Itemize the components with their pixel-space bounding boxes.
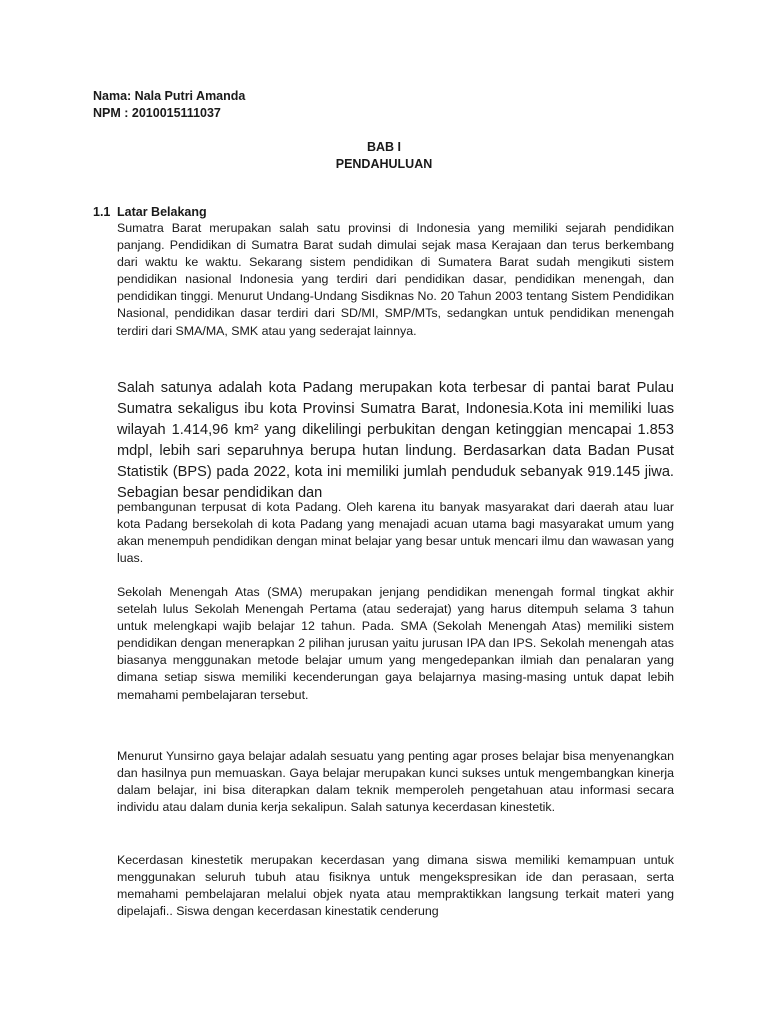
paragraph-kecerdasan-kinestetik: Kecerdasan kinestetik merupakan kecerdasan yang dimana siswa memiliki kemampuan untuk menggunakan seluruh tubuh atau fisiknya untuk mengekspresikan ide dan perasaan, serta memahami pembelajaran melalui objek nyata atau mempraktikkan langsung terkait materi yang dipelajafi.. Siswa dengan kecerdasan kinestatik cenderung [117, 853, 674, 919]
student-npm: NPM : 2010015111037 [93, 106, 221, 120]
student-name: Nama: Nala Putri Amanda [93, 89, 246, 103]
chapter-title: PENDAHULUAN [335, 157, 433, 171]
paragraph-kota-padang: Salah satunya adalah kota Padang merupakan kota terbesar di pantai barat Pulau Sumatra sekaligus ibu kota Provinsi Sumatra Barat, Indonesia.Kota ini memiliki luas wilayah 1.414,96 km² yang dikelilingi perbukitan dengan ketinggian mencapai 1.853 mdpl, lebih sari separuhnya berupa hutan lindung. Berdasarkan data Badan Pusat Statistik (BPS) pada 2022, kota ini memiliki jumlah penduduk sebanyak 919.145 jiwa. Sebagian besar pendidikan dan [117, 380, 674, 501]
paragraph-pembangunan: pembangunan terpusat di kota Padang. Oleh karena itu banyak masyarakat dari daerah atau luar kota Padang bersekolah di kota Padang yang menajadi acuan utama bagi masyarakat umum yang akan menempuh pendidikan dengan minat belajar yang besar untuk mencari ilmu dan wawasan yang luas. [117, 500, 674, 566]
section-title: Latar Belakang [117, 205, 207, 219]
paragraph-sma: Sekolah Menengah Atas (SMA) merupakan jenjang pendidikan menengah formal tingkat akhir setelah lulus Sekolah Menengah Pertama (atau sederajat) yang harus ditempuh selama 3 tahun untuk melengkapi wajib belajar 12 tahun. Pada. SMA (Sekolah Menengah Atas) memiliki sistem pendidikan dengan menerapkan 2 pilihan jurusan yaitu jurusan IPA dan IPS. Sekolah menengah atas biasanya menggunakan metode belajar umum yang mengedepankan ilmiah dan penalaran yang dimana setiap siswa memiliki kecenderungan gaya belajarnya masing-masing untuk dapat lebih memahami pembelajaran tersebut. [117, 585, 674, 702]
chapter-label: BAB I [366, 140, 402, 154]
paragraph-gaya-belajar: Menurut Yunsirno gaya belajar adalah sesuatu yang penting agar proses belajar bisa menyenangkan dan hasilnya pun memuaskan. Gaya belajar merupakan kunci sukses untuk mengembangkan kinerja dalam belajar, ini bisa diterapkan dalam teknik memperoleh pengetahuan atau informasi secara individu atau dalam dunia kerja sekalipun. Salah satunya kecerdasan kinestetik. [117, 749, 674, 815]
section-heading [93, 203, 207, 221]
section-number: 1.1 [93, 205, 111, 219]
paragraph-sejarah-pendidikan: Sumatra Barat merupakan salah satu provinsi di Indonesia yang memiliki sejarah pendidikan panjang. Pendidikan di Sumatra Barat sudah dimulai sejak masa Kerajaan dan terus berkembang dari waktu ke waktu. Sekarang sistem pendidikan di Sumatera Barat sudah mengikuti sistem pendidikan nasional Indonesia yang terdiri dari pendidikan dasar, pendidikan menengah, dan pendidikan tinggi. Menurut Undang-Undang Sisdiknas No. 20 Tahun 2003 tentang Sistem Pendidikan Nasional, pendidikan dasar terdiri dari SD/MI, SMP/MTs, sedangkan untuk pendidikan menengah terdiri dari SMA/MA, SMK atau yang sederajat lainnya. [117, 221, 674, 338]
